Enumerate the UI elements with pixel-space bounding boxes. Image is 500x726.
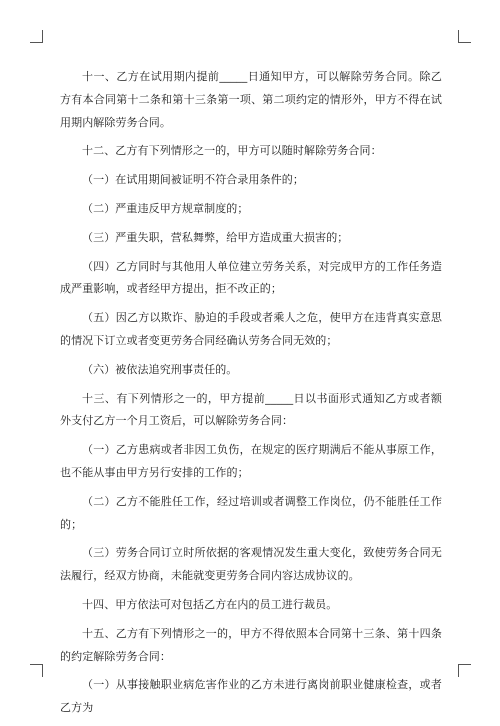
clause-11: 十一、乙方在试用期内提前_____日通知甲方，可以解除劳务合同。除乙方有本合同第十二条和第十三条第一项、第二项约定的情形外，甲方不得在试用期内解除劳务合同。 bbox=[60, 70, 442, 129]
clause-14: 十四、甲方依法可对包括乙方在内的员工进行裁员。 bbox=[82, 597, 338, 611]
clause-12-item-3: （三）严重失职，营私舞弊，给甲方造成重大损害的； bbox=[82, 230, 349, 244]
crop-mark-top-right bbox=[458, 30, 471, 43]
clause-13-item-1: （一）乙方患病或者非因工负伤，在规定的医疗期满后不能从事原工作，也不能从事由甲方另行安排的工作的； bbox=[60, 443, 442, 479]
clause-12-item-2: （二）严重违反甲方规章制度的； bbox=[82, 201, 249, 215]
document-body bbox=[60, 66, 442, 726]
clause-12-item-6: （六）被依法追究刑事责任的。 bbox=[82, 362, 238, 376]
clause-12-item-4: （四）乙方同时与其他用人单位建立劳务关系，对完成甲方的工作任务造成严重影响，或者经甲方提出，拒不改正的； bbox=[60, 259, 442, 296]
clause-13: 十三、有下列情形之一的，甲方提前_____日以书面形式通知乙方或者额外支付乙方一个月工资后，可以解除劳务合同： bbox=[60, 391, 442, 428]
crop-mark-top-left bbox=[30, 30, 43, 43]
crop-mark-bottom-left bbox=[30, 664, 43, 677]
clause-12: 十二、乙方有下列情形之一的，甲方可以随时解除劳务合同： bbox=[82, 144, 382, 158]
clause-13-item-2: （二）乙方不能胜任工作，经过培训或者调整工作岗位，仍不能胜任工作的； bbox=[60, 494, 442, 531]
clause-15: 十五、乙方有下列情形之一的，甲方不得依照本合同第十三条、第十四条的约定解除劳务合同： bbox=[60, 626, 442, 663]
crop-mark-bottom-right bbox=[458, 664, 471, 677]
clause-15-item-1: （一）从事接触职业病危害作业的乙方未进行离岗前职业健康检查，或者乙方为 bbox=[60, 678, 442, 715]
clause-12-item-1: （一）在试用期间被证明不符合录用条件的； bbox=[82, 173, 304, 187]
clause-12-item-5: （五）因乙方以欺诈、胁迫的手段或者乘人之危，使甲方在违背真实意思的情况下订立或者变更劳务合同经确认劳务合同无效的； bbox=[60, 311, 442, 347]
clause-13-item-3: （三）劳务合同订立时所依据的客观情况发生重大变化，致使劳务合同无法履行，经双方协商，未能就变更劳务合同内容达成协议的。 bbox=[60, 546, 442, 583]
